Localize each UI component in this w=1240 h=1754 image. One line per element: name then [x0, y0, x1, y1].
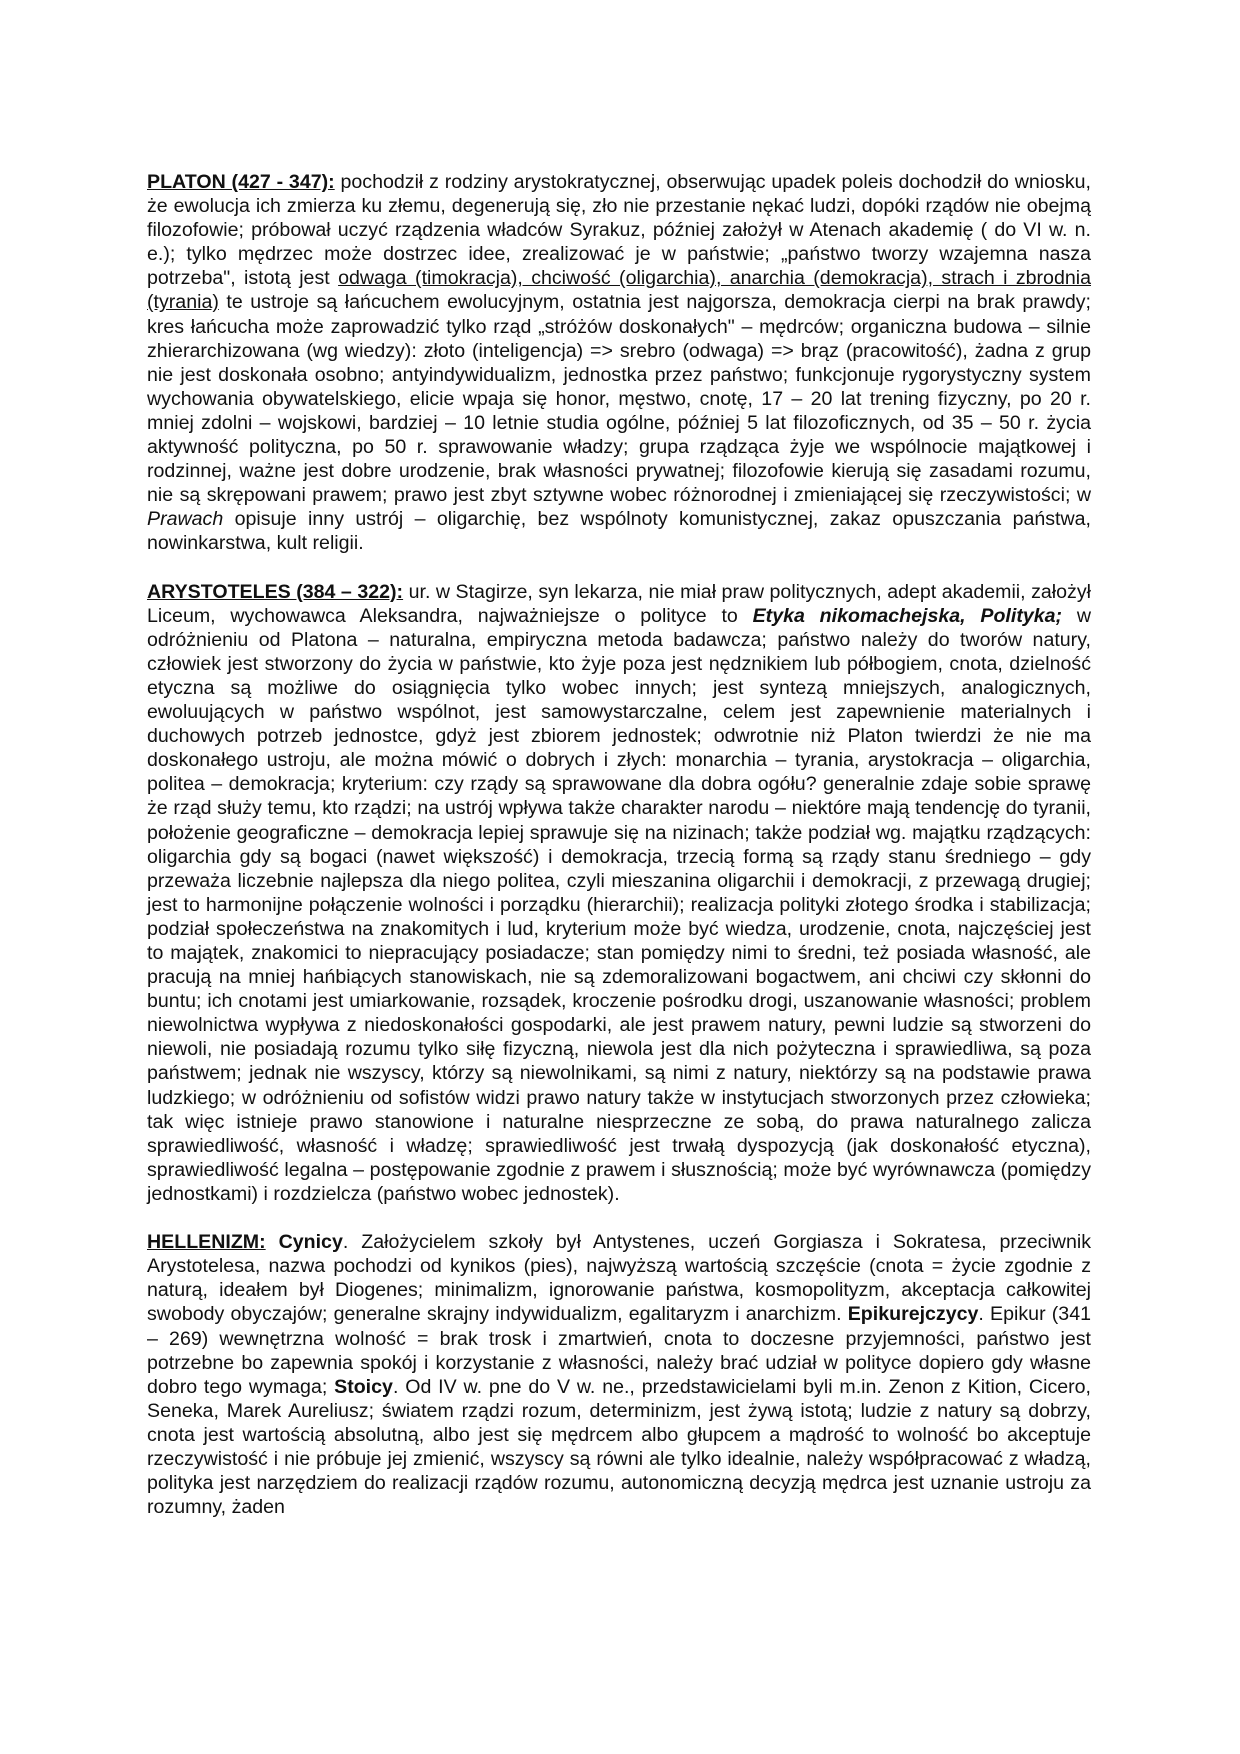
section-heading-arystoteles: ARYSTOTELES (384 – 322): [147, 580, 404, 603]
bold-term-stoicy: Stoicy [334, 1375, 393, 1398]
paragraph-hellenizm [147, 1230, 1091, 1519]
underlined-text: odwaga (timokracja), chciwość (oligarchia), anarchia (demokracja), strach i zbrodnia (tyrania) [147, 267, 1092, 314]
paragraph-text: . Od IV w. pne do V w. ne., przedstawicielami byli m.in. Zenon z Kition, Cicero, Seneka, Marek Aureliusz; światem rządzi rozum, determinizm, jest żywą istotą; ludzie z natury są dobrzy, cnota jest wartością absolutną, albo jest się mędrcem albo głupcem a mądrość to wolność bo akceptuje rzeczywistość i nie próbuje jej zmienić, wszyscy są równi ale tylko idealnie, należy współpracować z władzą, polityka jest narzędziem do realizacji rządów rozumu, autonomiczną decyzją mędrca jest uznanie ustroju za rozumny, żaden [147, 1375, 1091, 1519]
paragraph-text: opisuje inny ustrój – oligarchię, bez wspólnoty komunistycznej, zakaz opuszczania państwa, nowinkarstwa, kult religii. [147, 508, 1091, 555]
paragraph-text [266, 1231, 279, 1253]
paragraph-text: . Założycielem szkoły był Antystenes, uczeń Gorgiasza i Sokratesa, przeciwnik Arystotelesa, nazwa pochodzi od kynikos (pies), najwyższą wartością szczęście (cnota = życie zgodnie z naturą, ideałem był Diogenes; minimalizm, ignorowanie państwa, kosmopolityzm, akceptacja całkowitej swobody obyczajów; generalne skrajny indywidualizm, egalitaryzm i anarchizm. [147, 1231, 1091, 1326]
paragraph-text: ur. w Stagirze, syn lekarza, nie miał praw politycznych, adept akademii, założył Liceum, wychowawca Aleksandra, najważniejsze o polityce to [147, 580, 1091, 627]
paragraph-platon [147, 170, 1091, 556]
paragraph-text: te ustroje są łańcuchem ewolucyjnym, ostatnia jest najgorsza, demokracja cierpi na brak prawdy; kres łańcucha może zaprowadzić tylko rząd „stróżów doskonałych" – mędrców; organiczna budowa – silnie zhierarchizowana (wg wiedzy): złoto (inteligencja) => srebro (odwaga) => brąz (pracowitość), żadna z grup nie jest doskonała osobno; antyindywidualizm, jednostka przez państwo; funkcjonuje rygorystyczny system wychowania obywatelskiego, elicie wpaja się honor, męstwo, cnotę, 17 – 20 lat trening fizyczny, po 20 r. mniej zdolni – wojskowi, bardziej – 10 letnie studia ogólne, później 5 lat filozoficznych, od 35 – 50 r. życia aktywność polityczna, po 50 r. sprawowanie władzy; grupa rządząca żyje we wspólnocie majątkowej i rodzinnej, ważne jest dobre urodzenie, brak własności prywatnej; filozofowie kierują się zasadami rozumu, nie są skrępowani prawem; prawo jest zbyt sztywne wobec różnorodnej i zmieniającej się rzeczywistości; w [147, 291, 1091, 507]
paragraph-text: pochodził z rodziny arystokratycznej, obserwując upadek poleis dochodził do wniosku, że ewolucja ich zmierza ku złemu, degenerują się, zło nie przestanie nękać ludzi, dopóki rządów nie obejmą filozofowie; próbował uczyć rządzenia władców Syrakuz, później założył w Atenach akademię ( do VI w. n. e.); tylko mędrzec może dostrzec idee, zrealizować je w państwie; „państwo tworzy wzajemna nasza potrzeba", istotą jest [147, 171, 1091, 290]
section-heading-hellenizm: HELLENIZM: [147, 1231, 266, 1254]
paragraph-text: . Epikur (341 – 269) wewnętrzna wolność = brak trosk i zmartwień, cnota to doczesne przyjemności, państwo jest potrzebne bo zapewnia spokój i korzystanie z własności, należy brać udział w polityce dopiero gdy własne dobro tego wymaga; [147, 1303, 1091, 1398]
paragraph-text: w odróżnieniu od Platona – naturalna, empiryczna metoda badawcza; państwo należy do tworów natury, człowiek jest stworzony do życia w państwie, kto żyje poza jest nędznikiem lub półbogiem, cnota, dzielność etyczna są możliwe do osiągnięcia tylko wobec innych; jest syntezą mniejszych, analogicznych, ewoluujących w państwo wspólnot, jest samowystarczalne, celem jest zapewnienie materialnych i duchowych potrzeb jednostce, gdyż jest zbiorem jednostek; odwrotnie niż Platon twierdzi że nie ma doskonałego ustroju, ale można mówić o dobrych i złych: monarchia – tyrania, arystokracja – oligarchia, politea – demokracja; kryterium: czy rządy są sprawowane dla dobra ogółu? generalnie zdaje sobie sprawę że rząd służy temu, kto rządzi; na ustrój wpływa także charakter narodu – niektóre mają tendencję do tyranii, położenie geograficzne – demokracja lepiej sprawuje się na nizinach; także podział wg. majątku rządzących: oligarchia gdy są bogaci (nawet większość) i demokracja, trzecią formą są rządy stanu średniego – gdy przeważa liczebnie najlepsza dla niego politea, czyli mieszanina oligarchii i demokracji, z przewagą drugiej; jest to harmonijne połączenie wolności i porządku (hierarchii); realizacja polityki złotego środka i stabilizacja; podział społeczeństwa na znakomitych i lud, kryterium może być wiedza, urodzenie, cnota, najczęściej jest to majątek, znakomici to niepracujący posiadacze; stan pomiędzy nimi to średni, też posiada własność, ale pracują na mniej hańbiących stanowiskach, nie są zdemoralizowani bogactwem, ani chciwi czy skłonni do buntu; ich cnotami jest umiarkowanie, rozsądek, kroczenie pośrodku drogi, uszanowanie własności; problem niewolnictwa wypływa z niedoskonałości gospodarki, ale jest prawem natury, pewni ludzie są stworzeni do niewoli, nie posiadają rozumu tylko siłę fizyczną, niewola jest dla nich pożyteczna i sprawiedliwa, są poza państwem; jednak nie wszyscy, którzy są niewolnikami, są nimi z natury, niektórzy są na podstawie prawa ludzkiego; w odróżnieniu od sofistów widzi prawo natury także w instytucjach stworzonych przez człowieka; tak więc istnieje prawo stanowione i naturalne niesprzeczne ze sobą, do prawa naturalnego zalicza sprawiedliwość, własność i władzę; sprawiedliwość jest trwałą dyspozycją (jak doskonałość etyczna), sprawiedliwość legalna – postępowanie zgodnie z prawem i słusznością; może być wyrównawcza (pomiędzy jednostkami) i rozdzielcza (państwo wobec jednostek). [147, 604, 1091, 1205]
italic-title-prawach: Prawach [147, 508, 224, 531]
section-heading-platon: PLATON (427 - 347): [147, 171, 335, 193]
bold-term-epikurejczycy: Epikurejczycy [847, 1303, 979, 1326]
bold-term-cynicy: Cynicy [278, 1231, 343, 1254]
bold-italic-titles: Etyka nikomachejska, Polityka; [752, 604, 1063, 627]
document-page [147, 170, 1091, 1519]
paragraph-arystoteles [147, 580, 1091, 1206]
